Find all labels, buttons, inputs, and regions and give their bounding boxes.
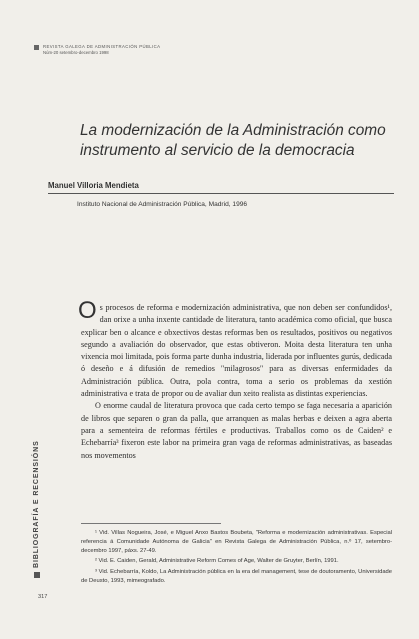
drop-cap: O: [78, 297, 97, 324]
title-line-2: instrumento al servicio de la democracia: [80, 142, 355, 159]
article-body: [78, 297, 392, 462]
journal-name: REVISTA GALEGA DE ADMINISTRACIÓN PÚBLICA: [43, 44, 161, 49]
section-side-label: [33, 440, 40, 578]
author-rule: [48, 193, 394, 194]
footnote-3: ³ Vid. Echebarría, Koldo, La Administración pública en la era del management, tese de doutoramento, Universidade de Deusto, 1993, mimeografado.: [81, 568, 392, 584]
author-name: Manuel Villoria Mendieta: [48, 181, 139, 190]
paragraph-2: O enorme caudal de literatura provoca que cada certo tempo se faga necesaria a aparición de libros que separen o gran da palla, que arranquen as malas herbas e deixen a agra aberta para a sementeira de reformas fértiles e productivas. Traballos como os de Caiden² e Echebarría³ fixeron este labor na primeira gran vaga de reformas administrativas, as baseadas nos movementos: [81, 401, 392, 460]
author-affiliation: Instituto Nacional de Administración Pública, Madrid, 1996: [77, 201, 248, 208]
section-label-text: BIBLIOGRAFÍA E RECENSIÓNS: [33, 440, 40, 568]
footnotes: [81, 529, 392, 587]
page-number: 317: [38, 594, 48, 600]
paragraph-1-text: s procesos de reforma e modernización administrativa, que non deben ser confundidos¹, dan orixe a unha inxente cantidade de literatura, tanto académica como oficial, que busca explicar ben o alcance e obxectivos destas reformas ben os resultados, positivos ou negativos segundo a avaliación do observador, que estas obtiveron. Moita desta literatura ten unha vixencia moi limitada, pois forma parte dunha industria, liderada por influentes gurús, dedicada ó deseño e á difusión de remedios "milagrosos" para as diversas enfermidades da Administración pública. Outra, pola contra, toma a serio os problemas da xestión administrativa e trata de propor ou de avaliar dun xeito realista as distintas experiencias.: [81, 303, 392, 399]
running-header: [34, 44, 160, 56]
issue-info: Núm-20 setembro-decembro 1998: [43, 50, 109, 55]
paragraph-1: [78, 297, 392, 400]
side-square-mark: [34, 572, 40, 578]
title-line-1: La modernización de la Administración como: [80, 122, 386, 139]
footnote-2: ² Vid. E. Caiden, Gerald, Administrative Reform Comes of Age, Walter de Gruyter, Berlín, 1991.: [95, 558, 339, 565]
article-title: [80, 121, 400, 161]
footnote-rule: [81, 523, 221, 524]
footnote-1: ¹ Vid. Villas Nogueira, José, e Miguel Anxo Bastos Boubeta, "Reforma e modernización administrativas. Especial referencia á Comunidade Autónoma de Galicia" en Revista Galega de Administración Pública, n.º 17, setembro-decembro 1997, páxs. 27-49.: [81, 530, 392, 554]
header-square-mark: [34, 45, 39, 50]
